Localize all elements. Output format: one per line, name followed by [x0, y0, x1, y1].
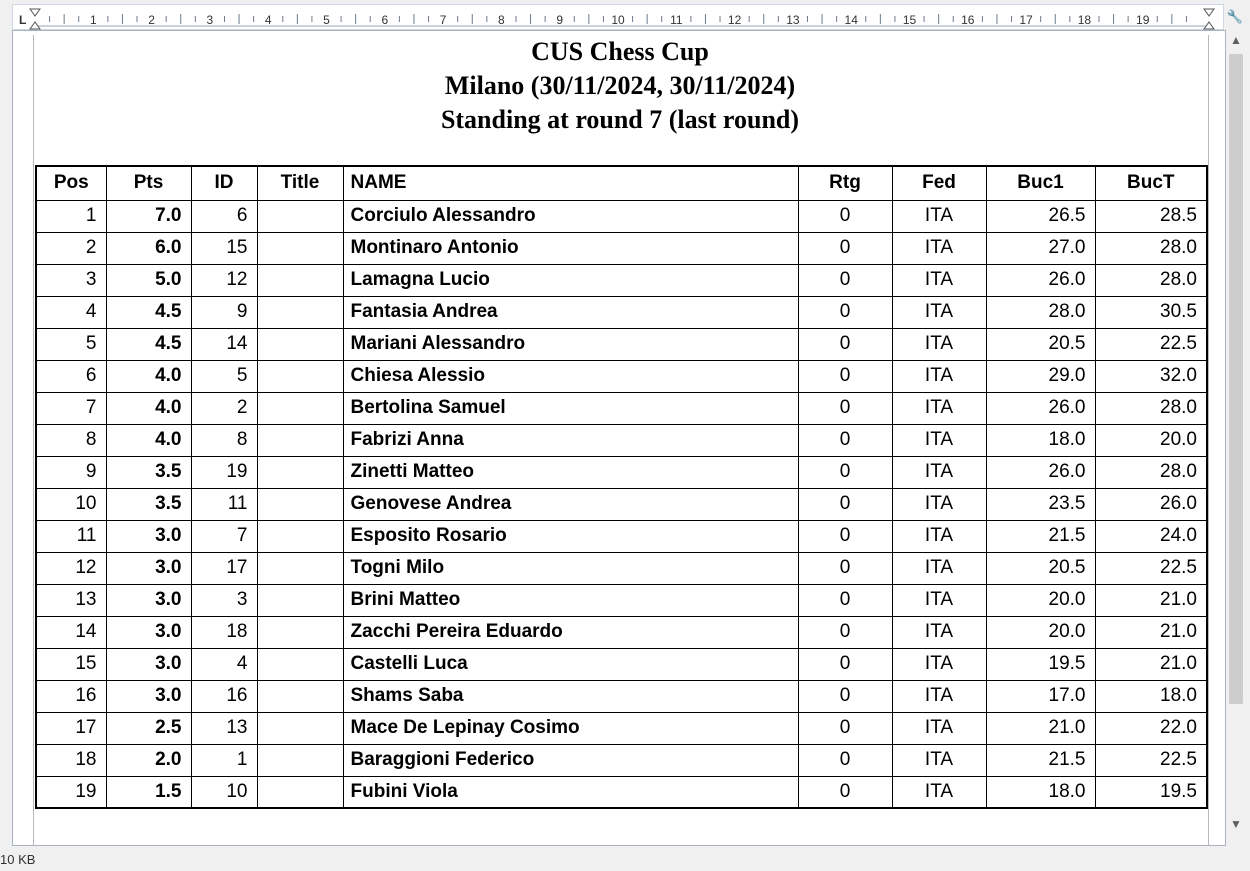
cell-pts: 5.0	[106, 264, 191, 296]
cell-fed: ITA	[892, 712, 986, 744]
horizontal-ruler[interactable]	[12, 4, 1224, 30]
cell-rtg: 0	[798, 616, 892, 648]
cell-pos: 16	[36, 680, 106, 712]
cell-pos: 4	[36, 296, 106, 328]
cell-buct: 30.5	[1095, 296, 1207, 328]
chevron-down-icon[interactable]: ▼	[1230, 817, 1242, 831]
cell-name: Mariani Alessandro	[343, 328, 798, 360]
table-row	[36, 680, 1207, 712]
cell-rtg: 0	[798, 520, 892, 552]
table-row	[36, 456, 1207, 488]
cell-name: Corciulo Alessandro	[343, 200, 798, 232]
cell-title	[257, 360, 343, 392]
table-row	[36, 744, 1207, 776]
cell-fed: ITA	[892, 488, 986, 520]
ruler-number: 15	[902, 13, 917, 27]
cell-title	[257, 552, 343, 584]
cell-buc1: 20.5	[986, 552, 1095, 584]
cell-id: 16	[191, 680, 257, 712]
cell-pts: 3.0	[106, 648, 191, 680]
cell-id: 14	[191, 328, 257, 360]
cell-pos: 6	[36, 360, 106, 392]
vertical-scrollbar[interactable]	[1226, 30, 1246, 834]
cell-title	[257, 296, 343, 328]
document-viewport[interactable]	[12, 30, 1226, 846]
ruler-number: 1	[89, 13, 97, 27]
cell-rtg: 0	[798, 424, 892, 456]
cell-name: Genovese Andrea	[343, 488, 798, 520]
ruler-number: 6	[381, 13, 389, 27]
cell-name: Lamagna Lucio	[343, 264, 798, 296]
cell-pts: 3.0	[106, 616, 191, 648]
table-row	[36, 648, 1207, 680]
cell-id: 18	[191, 616, 257, 648]
column-header-pos: Pos	[36, 166, 106, 200]
cell-title	[257, 712, 343, 744]
cell-id: 11	[191, 488, 257, 520]
cell-title	[257, 776, 343, 808]
cell-name: Esposito Rosario	[343, 520, 798, 552]
cell-name: Shams Saba	[343, 680, 798, 712]
table-row	[36, 424, 1207, 456]
cell-buc1: 26.5	[986, 200, 1095, 232]
cell-name: Montinaro Antonio	[343, 232, 798, 264]
cell-buct: 21.0	[1095, 648, 1207, 680]
cell-fed: ITA	[892, 200, 986, 232]
cell-rtg: 0	[798, 488, 892, 520]
cell-pos: 10	[36, 488, 106, 520]
cell-fed: ITA	[892, 744, 986, 776]
cell-pos: 18	[36, 744, 106, 776]
cell-rtg: 0	[798, 328, 892, 360]
ruler-number: 13	[786, 13, 800, 27]
ruler-number: 4	[264, 13, 272, 27]
ruler-number: 19	[1136, 13, 1150, 27]
ruler-scale	[13, 5, 1225, 31]
cell-buc1: 26.0	[986, 456, 1095, 488]
column-header-buc1: Buc1	[986, 166, 1095, 200]
cell-buct: 32.0	[1095, 360, 1207, 392]
cell-buc1: 20.5	[986, 328, 1095, 360]
cell-buct: 22.5	[1095, 744, 1207, 776]
cell-buct: 26.0	[1095, 488, 1207, 520]
cell-fed: ITA	[892, 552, 986, 584]
cell-buc1: 26.0	[986, 264, 1095, 296]
ruler-number: 9	[556, 13, 564, 27]
wrench-icon[interactable]: 🔧	[1226, 9, 1244, 24]
column-header-fed: Fed	[892, 166, 986, 200]
cell-id: 5	[191, 360, 257, 392]
cell-pos: 1	[36, 200, 106, 232]
cell-rtg: 0	[798, 552, 892, 584]
cell-fed: ITA	[892, 648, 986, 680]
cell-name: Brini Matteo	[343, 584, 798, 616]
table-row	[36, 264, 1207, 296]
ruler-number: 16	[961, 13, 975, 27]
cell-buc1: 18.0	[986, 776, 1095, 808]
cell-buct: 20.0	[1095, 424, 1207, 456]
cell-buct: 22.5	[1095, 552, 1207, 584]
ruler-number: 3	[206, 13, 214, 27]
scrollbar-thumb[interactable]	[1229, 54, 1243, 704]
cell-rtg: 0	[798, 648, 892, 680]
cell-id: 12	[191, 264, 257, 296]
cell-buct: 24.0	[1095, 520, 1207, 552]
table-row	[36, 296, 1207, 328]
cell-fed: ITA	[892, 264, 986, 296]
cell-pts: 4.0	[106, 424, 191, 456]
cell-id: 3	[191, 584, 257, 616]
cell-pts: 2.0	[106, 744, 191, 776]
cell-title	[257, 616, 343, 648]
cell-buct: 21.0	[1095, 616, 1207, 648]
cell-buct: 28.5	[1095, 200, 1207, 232]
cell-pts: 4.0	[106, 360, 191, 392]
cell-fed: ITA	[892, 616, 986, 648]
table-header-row	[36, 166, 1207, 200]
table-row	[36, 232, 1207, 264]
cell-buc1: 18.0	[986, 424, 1095, 456]
cell-title	[257, 200, 343, 232]
column-header-buct: BucT	[1095, 166, 1207, 200]
table-row	[36, 520, 1207, 552]
cell-name: Togni Milo	[343, 552, 798, 584]
table-row	[36, 488, 1207, 520]
cell-buc1: 19.5	[986, 648, 1095, 680]
column-header-title: Title	[257, 166, 343, 200]
cell-rtg: 0	[798, 392, 892, 424]
cell-id: 17	[191, 552, 257, 584]
table-row	[36, 360, 1207, 392]
cell-title	[257, 392, 343, 424]
cell-title	[257, 648, 343, 680]
cell-rtg: 0	[798, 360, 892, 392]
column-header-id: ID	[191, 166, 257, 200]
cell-name: Bertolina Samuel	[343, 392, 798, 424]
cell-pos: 8	[36, 424, 106, 456]
chevron-up-icon[interactable]: ▲	[1230, 33, 1242, 47]
cell-id: 2	[191, 392, 257, 424]
cell-fed: ITA	[892, 232, 986, 264]
cell-pos: 2	[36, 232, 106, 264]
cell-rtg: 0	[798, 744, 892, 776]
report-subtitle: Milano (30/11/2024, 30/11/2024)	[444, 71, 796, 100]
standings-table	[35, 165, 1208, 809]
cell-pts: 3.0	[106, 552, 191, 584]
cell-buc1: 23.5	[986, 488, 1095, 520]
cell-pts: 4.5	[106, 328, 191, 360]
column-header-name: NAME	[343, 166, 798, 200]
cell-pts: 3.0	[106, 680, 191, 712]
cell-title	[257, 680, 343, 712]
cell-pos: 3	[36, 264, 106, 296]
table-row	[36, 776, 1207, 808]
status-file-size: 10 KB	[0, 852, 36, 867]
cell-buct: 28.0	[1095, 264, 1207, 296]
cell-pts: 1.5	[106, 776, 191, 808]
table-row	[36, 712, 1207, 744]
cell-fed: ITA	[892, 520, 986, 552]
cell-id: 15	[191, 232, 257, 264]
cell-fed: ITA	[892, 328, 986, 360]
report-round-line: Standing at round 7 (last round)	[440, 105, 800, 134]
cell-title	[257, 488, 343, 520]
cell-fed: ITA	[892, 424, 986, 456]
cell-buc1: 21.0	[986, 712, 1095, 744]
cell-pts: 2.5	[106, 712, 191, 744]
cell-buct: 18.0	[1095, 680, 1207, 712]
cell-pts: 4.5	[106, 296, 191, 328]
cell-buc1: 21.5	[986, 520, 1095, 552]
cell-fed: ITA	[892, 776, 986, 808]
cell-id: 6	[191, 200, 257, 232]
cell-pos: 7	[36, 392, 106, 424]
cell-pos: 15	[36, 648, 106, 680]
cell-rtg: 0	[798, 264, 892, 296]
cell-pos: 13	[36, 584, 106, 616]
ruler-number: 17	[1019, 13, 1033, 27]
cell-name: Zinetti Matteo	[343, 456, 798, 488]
cell-buct: 22.0	[1095, 712, 1207, 744]
cell-name: Fantasia Andrea	[343, 296, 798, 328]
table-row	[36, 616, 1207, 648]
cell-pts: 3.5	[106, 488, 191, 520]
cell-name: Mace De Lepinay Cosimo	[343, 712, 798, 744]
cell-pos: 17	[36, 712, 106, 744]
table-row	[36, 584, 1207, 616]
cell-name: Zacchi Pereira Eduardo	[343, 616, 798, 648]
report-title: CUS Chess Cup	[531, 37, 709, 66]
cell-buc1: 17.0	[986, 680, 1095, 712]
report-heading	[13, 35, 1226, 137]
cell-rtg: 0	[798, 776, 892, 808]
table-row	[36, 552, 1207, 584]
cell-id: 7	[191, 520, 257, 552]
cell-pts: 7.0	[106, 200, 191, 232]
cell-rtg: 0	[798, 680, 892, 712]
cell-title	[257, 520, 343, 552]
cell-fed: ITA	[892, 360, 986, 392]
ruler-number: 5	[323, 13, 330, 27]
cell-buc1: 29.0	[986, 360, 1095, 392]
cell-pts: 3.0	[106, 584, 191, 616]
cell-buct: 19.5	[1095, 776, 1207, 808]
table-row	[36, 328, 1207, 360]
cell-buc1: 26.0	[986, 392, 1095, 424]
cell-name: Baraggioni Federico	[343, 744, 798, 776]
cell-id: 1	[191, 744, 257, 776]
cell-id: 4	[191, 648, 257, 680]
cell-pos: 9	[36, 456, 106, 488]
cell-id: 10	[191, 776, 257, 808]
cell-title	[257, 456, 343, 488]
cell-id: 19	[191, 456, 257, 488]
column-header-pts: Pts	[106, 166, 191, 200]
cell-pts: 6.0	[106, 232, 191, 264]
ruler-number: 8	[498, 13, 505, 27]
cell-rtg: 0	[798, 200, 892, 232]
ruler-number: 7	[439, 13, 447, 27]
cell-buct: 22.5	[1095, 328, 1207, 360]
cell-buct: 21.0	[1095, 584, 1207, 616]
cell-name: Chiesa Alessio	[343, 360, 798, 392]
column-header-rtg: Rtg	[798, 166, 892, 200]
cell-title	[257, 584, 343, 616]
cell-rtg: 0	[798, 584, 892, 616]
cell-pos: 12	[36, 552, 106, 584]
cell-buc1: 27.0	[986, 232, 1095, 264]
cell-buct: 28.0	[1095, 392, 1207, 424]
cell-id: 13	[191, 712, 257, 744]
cell-title	[257, 424, 343, 456]
cell-id: 8	[191, 424, 257, 456]
cell-buc1: 20.0	[986, 584, 1095, 616]
cell-buct: 28.0	[1095, 456, 1207, 488]
ruler-number: 10	[611, 13, 625, 27]
ruler-number: 14	[844, 13, 858, 27]
cell-rtg: 0	[798, 456, 892, 488]
table-row	[36, 200, 1207, 232]
cell-title	[257, 232, 343, 264]
cell-title	[257, 744, 343, 776]
ruler-number: 18	[1077, 13, 1092, 27]
cell-pos: 11	[36, 520, 106, 552]
cell-buct: 28.0	[1095, 232, 1207, 264]
cell-fed: ITA	[892, 456, 986, 488]
cell-title	[257, 264, 343, 296]
cell-fed: ITA	[892, 584, 986, 616]
cell-title	[257, 328, 343, 360]
cell-buc1: 21.5	[986, 744, 1095, 776]
cell-id: 9	[191, 296, 257, 328]
cell-fed: ITA	[892, 392, 986, 424]
table-row	[36, 392, 1207, 424]
cell-rtg: 0	[798, 296, 892, 328]
cell-pts: 3.5	[106, 456, 191, 488]
tab-stop-marker[interactable]: L	[19, 13, 27, 27]
cell-pts: 4.0	[106, 392, 191, 424]
cell-name: Fubini Viola	[343, 776, 798, 808]
ruler-number: 2	[148, 13, 155, 27]
cell-pos: 14	[36, 616, 106, 648]
ruler-number: 12	[727, 13, 742, 27]
cell-name: Fabrizi Anna	[343, 424, 798, 456]
cell-rtg: 0	[798, 712, 892, 744]
cell-buc1: 28.0	[986, 296, 1095, 328]
cell-pos: 5	[36, 328, 106, 360]
ruler-number: 11	[670, 13, 683, 27]
cell-pts: 3.0	[106, 520, 191, 552]
cell-fed: ITA	[892, 296, 986, 328]
cell-pos: 19	[36, 776, 106, 808]
cell-rtg: 0	[798, 232, 892, 264]
cell-name: Castelli Luca	[343, 648, 798, 680]
cell-buc1: 20.0	[986, 616, 1095, 648]
cell-fed: ITA	[892, 680, 986, 712]
